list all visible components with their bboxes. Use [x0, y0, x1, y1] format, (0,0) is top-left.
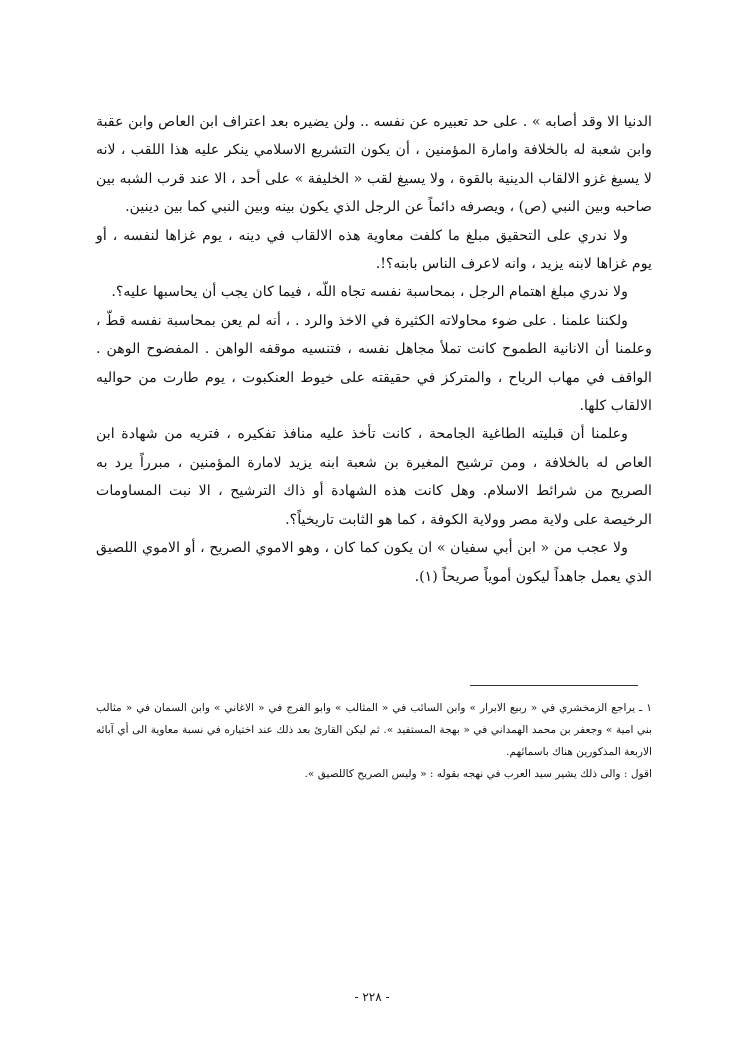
paragraph-1: الدنيا الا وقد أصابه » . على حد تعبيره عن نفسه .. ولن يضيره بعد اعتراف ابن العاص وابن عقبة وابن شعبة له بالخلافة وامارة المؤمنين ، أن يكون التشريع الاسلامي ينكر عليه هذا اللقب ، لانه لا يسيغ غزو الالقاب الدينية بالقوة ، ولا يسيغ لقب « الخليفة » على أحد ، الا عند قرب الشبه بين صاحبه وبين النبي (ص) ، ويصرفه دائماً عن الرجل الذي يكون بينه وبين النبي كما بين دينين. — [96, 114, 652, 216]
footnote-1: ١ ـ يراجع الزمخشري في « ربيع الابرار » وابن السائب في « المثالب » وابو الفرج في « الاغاني » وابن السمان في « مثالب بني امية » وجعفر بن محمد الهمداني في « بهجة المستفيد ». ثم ليكن القارئ بعد ذلك عند اختياره في نسبة معاوية الى أي آبائه الاربعة المذكورين هناك باسمائهم. — [96, 702, 652, 758]
footnote-divider — [470, 685, 638, 686]
paragraph-5: وعلمنا أن قبليته الطاغية الجامحة ، كانت تأخذ عليه منافذ تفكيره ، فتريه من شهادة ابن العاص له بالخلافة ، ومن ترشيح المغيرة بن شعبة ابنه يزيد لامارة المؤمنين ، مبرراً يرد به الصريح من شرائط الاسلام. وهل كانت هذه الشهادة أو ذاك الترشيح ، الا نبت المساومات الرخيصة على ولاية مصر وولاية الكوفة ، كما هو الثابت تاريخياً؟. — [96, 426, 652, 528]
paragraph-4: ولكننا علمنا . على ضوء محاولاته الكثيرة في الاخذ والرد . ، أنه لم يعن بمحاسبة نفسه قطّ ، وعلمنا أن الانانية الطموح كانت تملأ مجاهل نفسه ، فتنسيه موقفه الواهن . المفضوح الوهن . الواقف في مهاب الرياح ، والمتركز في حقيقته على خيوط العنكبوت ، يوم طارت من حواليه الالقاب كلها. — [96, 312, 652, 415]
footnote-2: اقول : والى ذلك يشير سيد العرب في نهجه بقوله : « وليس الصريح كاللصيق ». — [304, 768, 652, 780]
paragraph-2: ولا ندري على التحقيق مبلغ ما كلفت معاوية هذه الالقاب في دينه ، يوم غزاها لنفسه ، أو يوم غزاها لابنه يزيد ، وانه لاعرف الناس بابنه؟!. — [96, 227, 652, 273]
paragraph-6: ولا عجب من « ابن أبي سفيان » ان يكون كما كان ، وهو الاموي الصريح ، أو الاموي اللصيق الذي يعمل جاهداً ليكون أموياً صريحاً (١). — [96, 540, 652, 585]
page-number: - ٢٢٨ - — [354, 990, 390, 1004]
main-text — [96, 108, 652, 591]
footnotes — [96, 697, 652, 785]
paragraph-3: ولا ندري مبلغ اهتمام الرجل ، بمحاسبة نفسه تجاه اللّه ، فيما كان يجب أن يحاسبها عليه؟. — [111, 284, 628, 301]
